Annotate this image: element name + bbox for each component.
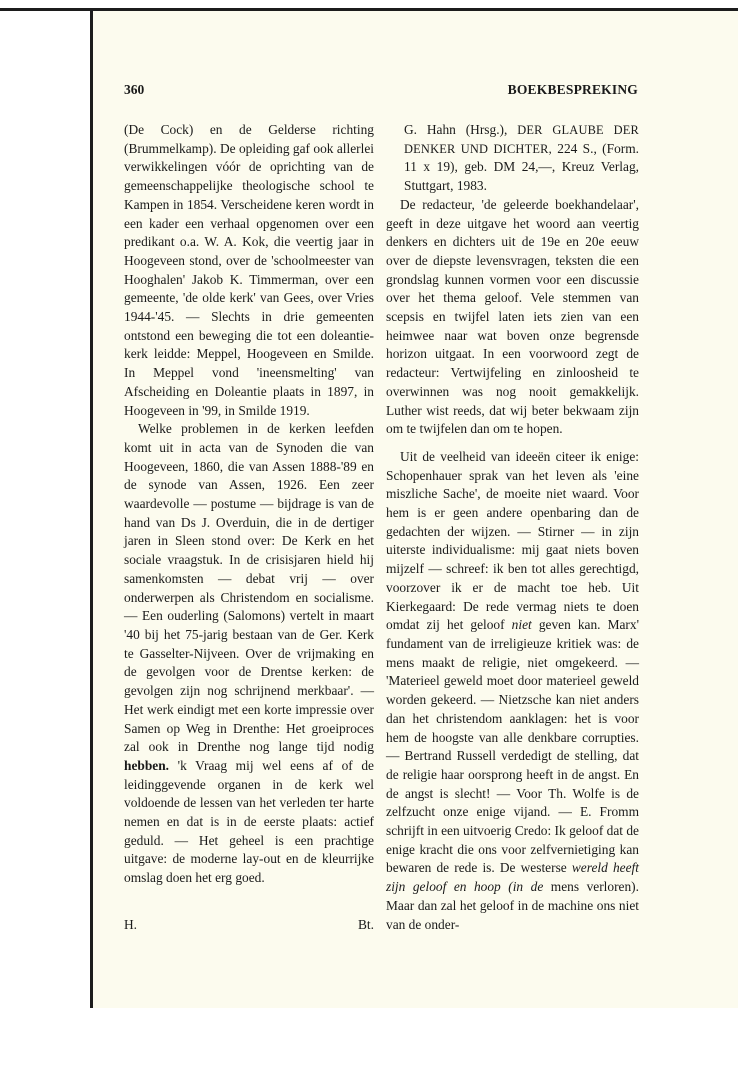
left-paragraph-1: (De Cock) en de Gelderse richting (Brummelkamp). De opleiding gaf ook allerlei verwikkelingen vóór de oprichting van de gemeenschappelijke theologische school te Kampen in 1854. Verscheidene keren wordt in een kader een verhaal opgenomen over een predikant o.a. W. A. Kok, die veertig jaar in Hoogeveen stond, over de 'schoolmeester van Hooghalen' Jakob K. Timmerman, over een gemeente, 'de olde kerk' van Gees, over Vries 1944-'45. — Slechts in drie gemeenten ontstond een beweging die tot een doleantie-kerk leidde: Meppel, Hoogeveen en Smilde. In Meppel vond 'ineensmelting' van Afscheiding en Doleantie plaats in 1897, in Hoogeveen in '99, in Smilde 1919.: [124, 122, 374, 418]
left-paragraph-2-bold: hebben.: [124, 757, 170, 773]
page-number: 360: [124, 82, 145, 97]
right-column: [386, 121, 639, 934]
left-paragraph-2-text-b: 'k Vraag mij wel eens af of de leidinggevende organen in de kerk wel voldoende de lessen van het verleden ter harte nemen en dat is in de eerste plaats: actief geduld. — Het geheel is een prachtige uitgave: de moderne lay-out en de kleurrijke omslag doen het erg goed.: [124, 757, 374, 886]
book-author: G. Hahn (Hrsg.),: [404, 122, 508, 137]
left-paragraph-2: [124, 420, 374, 888]
right-paragraph-2-text-c: mens verloren). Maar dan zal het geloof in de machine ons niet van de onder-: [386, 879, 639, 932]
right-paragraph-2-text-b: geven kan. Marx' fundament van de irreligieuze kritiek was: de mens maakt de religie, niet omgekeerd. — 'Materieel geweld moet door materieel geweld worden gekeerd. — Nietzsche kan niet anders dan het christendom aanklagen: het is voor hem de hoogste van alle denkbare corrupties. — Bertrand Russell verdedigt de stelling, dat de religie haar oorsprong heeft in de angst. En de angst is slecht! — Voor Th. Wolfe is de zelfzucht onze enige vijand. — E. Fromm schrijft in een uitvoerig Credo: Ik geloof dat de enige kracht die ons voor zelfvernietiging kan bewaren de rede is. De westerse: [386, 617, 639, 876]
reviewer-signature: [124, 916, 374, 935]
right-paragraph-2-emphasis-2: wereld heeft zijn geloof en hoop (in de: [386, 860, 639, 895]
signature-initial-left: H.: [124, 916, 138, 932]
book-title: DER GLAUBE DER DENKER UND DICHTER,: [404, 123, 639, 156]
right-paragraph-2-text-a: Uit de veelheid van ideeën citeer ik enige: Schopenhauer sprak van het leven als 'eine miszliche Sache', de moeite niet waard. Voor hem is er geen andere openbaring dan de gedachten der wijzen. — Stirner — in zijn uiterste individualisme: mij gaat niets boven mijzelf — schreef: ik ben tot alles gerechtigd, voorzover ik er de macht toe heb. Uit Kierkegaard: De rede vermag niets te doen omdat zij het geloof: [386, 448, 639, 633]
book-details: 224 S., (Form. 11 x 19), geb. DM 24,—, Kreuz Verlag, Stuttgart, 1983.: [404, 140, 640, 194]
book-reference: [386, 121, 639, 196]
signature-initial-right: Bt.: [358, 916, 374, 932]
right-paragraph-1: De redacteur, 'de geleerde boekhandelaar', geeft in deze uitgave het woord aan veertig denkers en dichters uit de 19e en 20e eeuw over de diepste levensvragen, teksten die een grondslag kunnen vormen voor een discussie over het thema geloof. Vele stemmen van scepsis en twijfel laten iets zien van een heimwee naar wat boven onze begrensde horizon uitgaat. In een voorwoord zegt de redacteur: Vertwijfeling en zinloosheid te overwinnen was nog nooit gemakkelijk. Luther wist reeds, dat wij beter bekwaam zijn om te twijfelen dan om te hopen.: [386, 196, 639, 437]
right-paragraph-2: [386, 448, 639, 934]
right-paragraph-2-emphasis-1: niet: [511, 617, 532, 633]
left-paragraph-2-text-a: Welke problemen in de kerken leefden komt uit in acta van de Synoden die van Hoogeveen, 1860, die van Assen 1888-'89 en de synode van Assen, 1926. Een zeer waardevolle — postume — bijdrage is van de hand van Ds J. Overduin, die in de dertiger jaren in Sleen stond over: De Kerk en het sociale vraagstuk. In de crisisjaren hield hij samenkomsten — debat vrij — over onderwerpen als Christendom en socialisme. — Een ouderling (Salomons) vertelt in maart '40 bij het 75-jarig bestaan van de Ger. Kerk te Gasselter-Nijveen. Over de vrijmaking en de gevolgen voor de Drentse kerken: de gevolgen zijn nog schrijnend merkbaar'. — Het werk eindigt met een korte impressie over Samen op Weg in Drenthe: Het groeiproces zal ook in Drenthe nog lange tijd nodig: [124, 421, 374, 755]
running-title: BOEKBESPREKING: [507, 82, 638, 97]
left-column: [124, 121, 374, 935]
running-header: [124, 82, 638, 100]
